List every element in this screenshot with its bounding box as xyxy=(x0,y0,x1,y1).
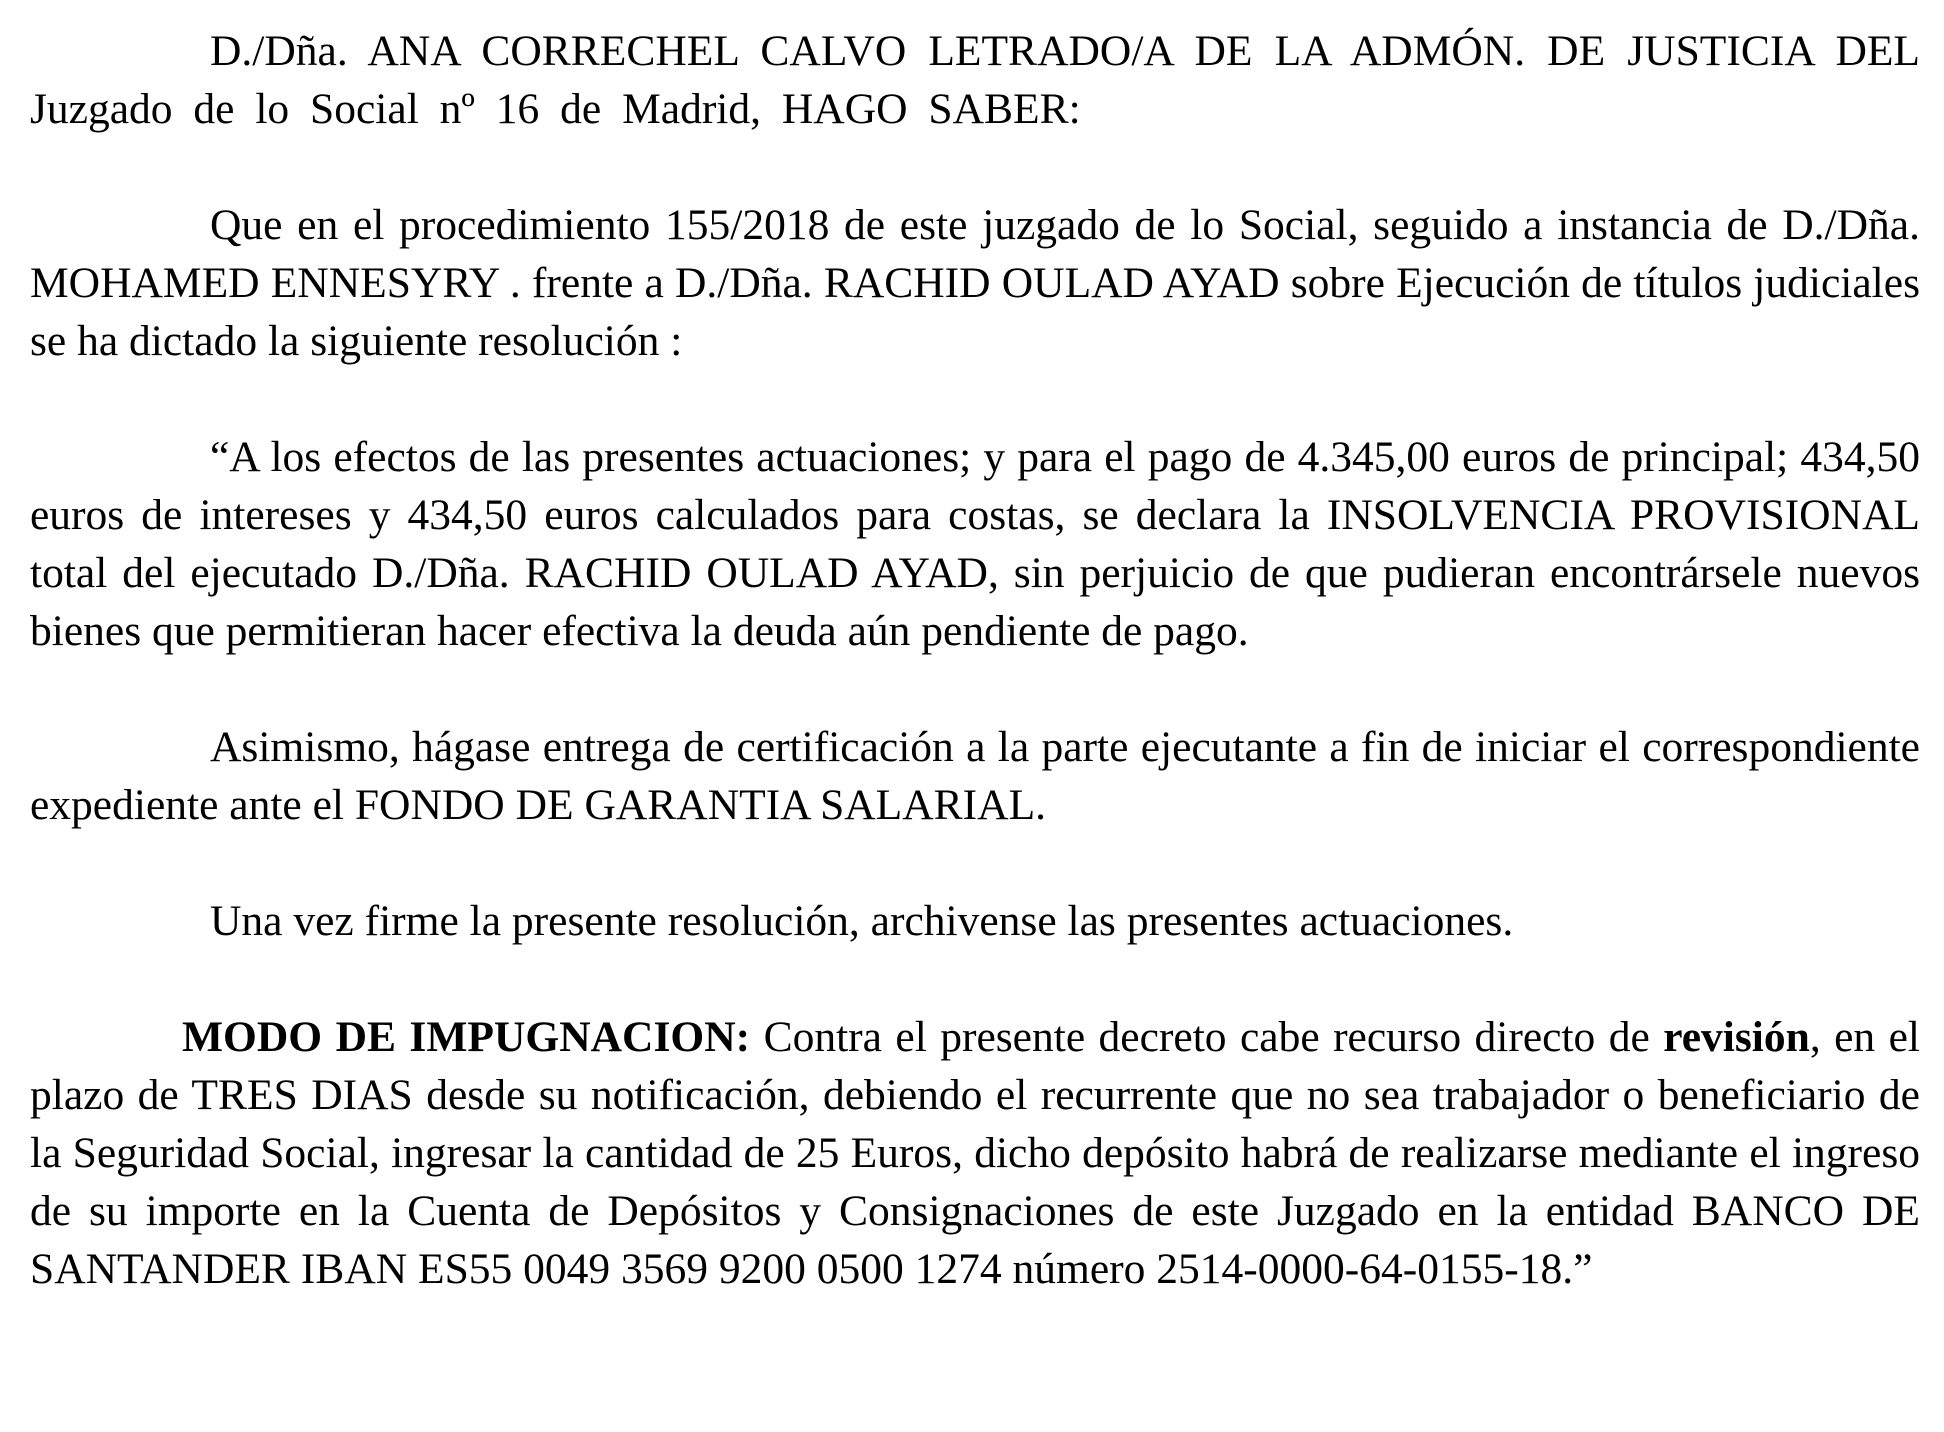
document-body xyxy=(30,22,1920,1298)
impugnation-heading: MODO DE IMPUGNACION: xyxy=(182,1013,751,1061)
impugnation-text-a: Contra el presente decreto cabe recurso directo de xyxy=(750,1013,1664,1061)
paragraph-procedure: Que en el procedimiento 155/2018 de este juzgado de lo Social, seguido a instancia de D./Dña. MOHAMED ENNESYRY . frente a D./Dña. RACHID OULAD AYAD sobre Ejecución de títulos judiciales se ha dictado la siguiente resolución : xyxy=(30,201,1920,365)
impugnation-text-b: , en el plazo de TRES DIAS desde su notificación, debiendo el recurrente que no sea trabajador o beneficiario de la Seguridad Social, ingresar la cantidad de 25 Euros, dicho depósito habrá de realizarse mediante el ingreso de su importe en la Cuenta de Depósitos y Consignaciones de este Juzgado en la entidad BANCO DE SANTANDER IBAN ES55 0049 3569 9200 0500 1274 número 2514-0000-64-0155-18.” xyxy=(30,1013,1921,1293)
paragraph-insolvency-resolution: “A los efectos de las presentes actuaciones; y para el pago de 4.345,00 euros de principal; 434,50 euros de intereses y 434,50 euros calculados para costas, se declara la INSOLVENCIA PROVISIONAL total del ejecutado D./Dña. RACHID OULAD AYAD, sin perjuicio de que pudieran encontrársele nuevos bienes que permitieran hacer efectiva la deuda aún pendiente de pago. xyxy=(30,433,1920,655)
paragraph-archive: Una vez firme la presente resolución, archivense las presentes actuaciones. xyxy=(210,897,1514,945)
paragraph-header-notice: D./Dña. ANA CORRECHEL CALVO LETRADO/A DE LA ADMÓN. DE JUSTICIA DEL Juzgado de lo Social nº 16 de Madrid, HAGO SABER: xyxy=(30,27,1920,133)
paragraph-certification: Asimismo, hágase entrega de certificación a la parte ejecutante a fin de iniciar el correspondiente expediente ante el FONDO DE GARANTIA SALARIAL. xyxy=(30,723,1920,829)
paragraph-impugnation xyxy=(30,1008,1920,1298)
revision-word: revisión xyxy=(1663,1013,1810,1061)
